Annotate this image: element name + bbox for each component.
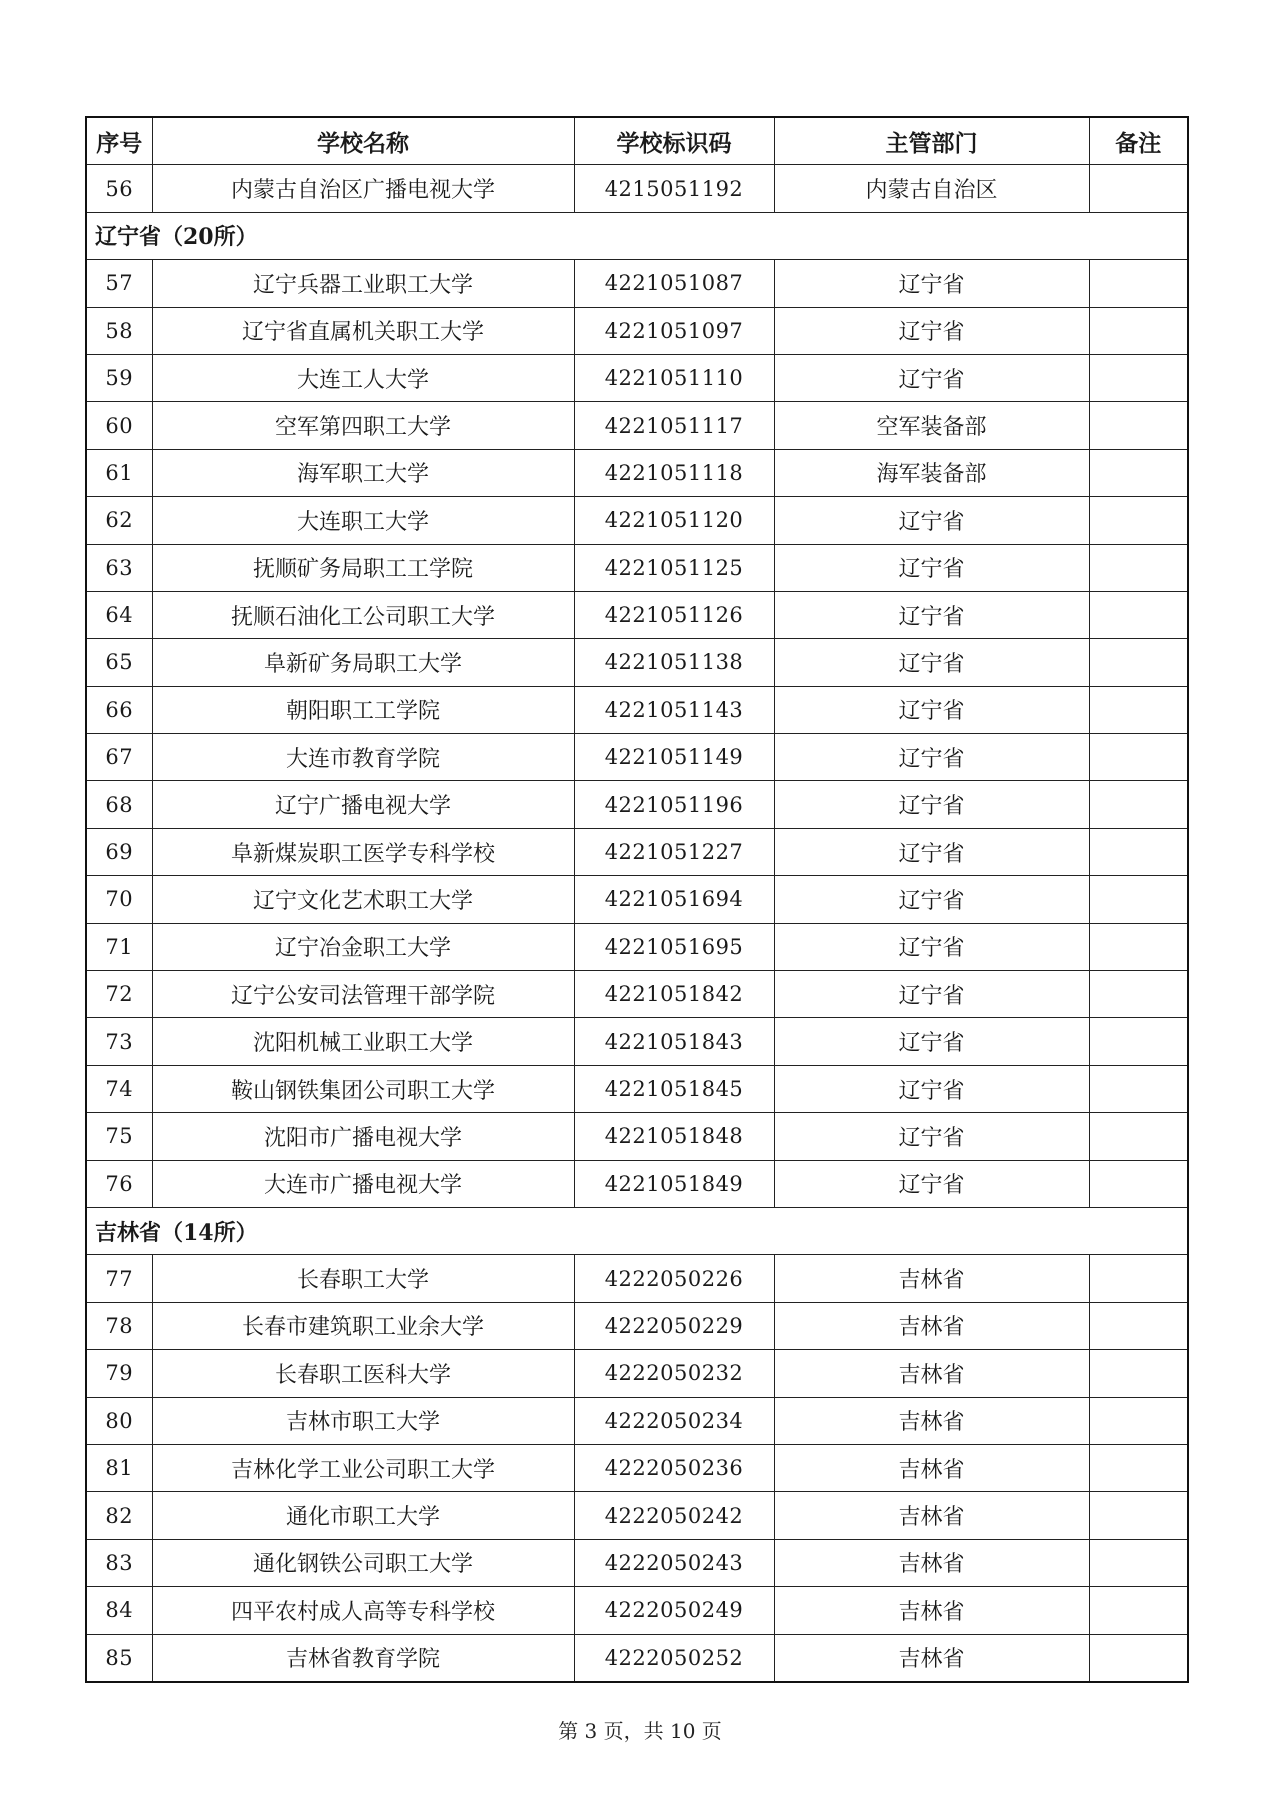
cell-school-name: 辽宁冶金职工大学 xyxy=(152,923,574,970)
cell-seq: 58 xyxy=(86,307,152,354)
cell-school-name: 吉林省教育学院 xyxy=(152,1634,574,1682)
cell-school-name: 辽宁广播电视大学 xyxy=(152,781,574,828)
cell-school-code: 4222050242 xyxy=(574,1492,774,1539)
cell-school-name: 辽宁省直属机关职工大学 xyxy=(152,307,574,354)
cell-department: 辽宁省 xyxy=(774,876,1089,923)
header-seq: 序号 xyxy=(86,117,152,165)
cell-school-name: 内蒙古自治区广播电视大学 xyxy=(152,165,574,212)
cell-school-code: 4221051117 xyxy=(574,402,774,449)
cell-school-code: 4221051097 xyxy=(574,307,774,354)
cell-remark xyxy=(1089,923,1188,970)
cell-school-name: 大连工人大学 xyxy=(152,354,574,401)
cell-school-code: 4222050236 xyxy=(574,1444,774,1491)
table-row xyxy=(86,1113,1188,1160)
cell-school-code: 4221051087 xyxy=(574,260,774,307)
cell-seq: 77 xyxy=(86,1255,152,1302)
cell-school-code: 4215051192 xyxy=(574,165,774,212)
table-row xyxy=(86,544,1188,591)
cell-department: 辽宁省 xyxy=(774,781,1089,828)
cell-school-name: 空军第四职工大学 xyxy=(152,402,574,449)
cell-school-code: 4222050234 xyxy=(574,1397,774,1444)
cell-school-code: 4221051843 xyxy=(574,1018,774,1065)
header-department: 主管部门 xyxy=(774,117,1089,165)
cell-remark xyxy=(1089,497,1188,544)
cell-school-name: 阜新矿务局职工大学 xyxy=(152,639,574,686)
cell-remark xyxy=(1089,1634,1188,1682)
cell-remark xyxy=(1089,449,1188,496)
header-school-name: 学校名称 xyxy=(152,117,574,165)
cell-seq: 73 xyxy=(86,1018,152,1065)
cell-school-name: 长春职工大学 xyxy=(152,1255,574,1302)
table-row xyxy=(86,260,1188,307)
cell-school-code: 4221051125 xyxy=(574,544,774,591)
table-row xyxy=(86,734,1188,781)
cell-remark xyxy=(1089,828,1188,875)
cell-school-code: 4222050232 xyxy=(574,1350,774,1397)
cell-department: 辽宁省 xyxy=(774,923,1089,970)
cell-department: 吉林省 xyxy=(774,1444,1089,1491)
cell-school-name: 阜新煤炭职工医学专科学校 xyxy=(152,828,574,875)
cell-school-name: 沈阳机械工业职工大学 xyxy=(152,1018,574,1065)
cell-department: 辽宁省 xyxy=(774,971,1089,1018)
cell-seq: 81 xyxy=(86,1444,152,1491)
cell-department: 辽宁省 xyxy=(774,1113,1089,1160)
cell-remark xyxy=(1089,165,1188,212)
cell-seq: 80 xyxy=(86,1397,152,1444)
cell-department: 辽宁省 xyxy=(774,1018,1089,1065)
cell-department: 吉林省 xyxy=(774,1492,1089,1539)
table-row xyxy=(86,165,1188,212)
cell-school-code: 4221051118 xyxy=(574,449,774,496)
cell-school-name: 辽宁公安司法管理干部学院 xyxy=(152,971,574,1018)
cell-school-name: 辽宁兵器工业职工大学 xyxy=(152,260,574,307)
cell-remark xyxy=(1089,686,1188,733)
cell-school-name: 抚顺矿务局职工工学院 xyxy=(152,544,574,591)
cell-seq: 83 xyxy=(86,1539,152,1586)
cell-school-code: 4221051848 xyxy=(574,1113,774,1160)
cell-school-name: 辽宁文化艺术职工大学 xyxy=(152,876,574,923)
table-row xyxy=(86,1018,1188,1065)
header-remark: 备注 xyxy=(1089,117,1188,165)
section-title: 辽宁省（20所） xyxy=(86,212,1188,259)
cell-department: 辽宁省 xyxy=(774,639,1089,686)
cell-remark xyxy=(1089,1539,1188,1586)
cell-school-name: 长春市建筑职工业余大学 xyxy=(152,1302,574,1349)
cell-school-code: 4221051694 xyxy=(574,876,774,923)
cell-department: 吉林省 xyxy=(774,1350,1089,1397)
cell-seq: 63 xyxy=(86,544,152,591)
cell-school-code: 4221051126 xyxy=(574,591,774,638)
cell-school-code: 4221051196 xyxy=(574,781,774,828)
table-row xyxy=(86,307,1188,354)
cell-remark xyxy=(1089,1492,1188,1539)
table-row xyxy=(86,1587,1188,1634)
cell-department: 辽宁省 xyxy=(774,260,1089,307)
table-row xyxy=(86,686,1188,733)
cell-school-name: 抚顺石油化工公司职工大学 xyxy=(152,591,574,638)
cell-school-code: 4221051845 xyxy=(574,1065,774,1112)
cell-department: 辽宁省 xyxy=(774,497,1089,544)
table-row xyxy=(86,402,1188,449)
table-row xyxy=(86,1065,1188,1112)
cell-remark xyxy=(1089,260,1188,307)
cell-department: 辽宁省 xyxy=(774,828,1089,875)
section-title: 吉林省（14所） xyxy=(86,1207,1188,1254)
cell-school-name: 长春职工医科大学 xyxy=(152,1350,574,1397)
cell-school-name: 大连市广播电视大学 xyxy=(152,1160,574,1207)
table-row xyxy=(86,781,1188,828)
cell-school-name: 大连职工大学 xyxy=(152,497,574,544)
cell-school-code: 4222050229 xyxy=(574,1302,774,1349)
table-row xyxy=(86,1492,1188,1539)
cell-department: 辽宁省 xyxy=(774,307,1089,354)
cell-department: 辽宁省 xyxy=(774,354,1089,401)
table-row xyxy=(86,1350,1188,1397)
cell-seq: 75 xyxy=(86,1113,152,1160)
cell-school-code: 4221051695 xyxy=(574,923,774,970)
cell-department: 吉林省 xyxy=(774,1302,1089,1349)
cell-school-name: 海军职工大学 xyxy=(152,449,574,496)
section-row xyxy=(86,1207,1188,1254)
cell-remark xyxy=(1089,591,1188,638)
cell-department: 吉林省 xyxy=(774,1255,1089,1302)
cell-remark xyxy=(1089,1302,1188,1349)
cell-school-name: 吉林市职工大学 xyxy=(152,1397,574,1444)
cell-remark xyxy=(1089,354,1188,401)
cell-seq: 78 xyxy=(86,1302,152,1349)
table-row xyxy=(86,1634,1188,1682)
table-row xyxy=(86,639,1188,686)
cell-school-name: 大连市教育学院 xyxy=(152,734,574,781)
cell-school-code: 4222050226 xyxy=(574,1255,774,1302)
cell-department: 空军装备部 xyxy=(774,402,1089,449)
cell-department: 吉林省 xyxy=(774,1539,1089,1586)
cell-school-name: 吉林化学工业公司职工大学 xyxy=(152,1444,574,1491)
cell-seq: 60 xyxy=(86,402,152,449)
cell-department: 内蒙古自治区 xyxy=(774,165,1089,212)
cell-school-code: 4221051227 xyxy=(574,828,774,875)
table-row xyxy=(86,449,1188,496)
cell-remark xyxy=(1089,1350,1188,1397)
table-row xyxy=(86,1255,1188,1302)
cell-seq: 68 xyxy=(86,781,152,828)
cell-seq: 79 xyxy=(86,1350,152,1397)
cell-remark xyxy=(1089,1160,1188,1207)
cell-seq: 59 xyxy=(86,354,152,401)
cell-school-name: 四平农村成人高等专科学校 xyxy=(152,1587,574,1634)
cell-school-code: 4221051138 xyxy=(574,639,774,686)
cell-remark xyxy=(1089,1587,1188,1634)
cell-seq: 82 xyxy=(86,1492,152,1539)
cell-remark xyxy=(1089,1397,1188,1444)
table-row xyxy=(86,354,1188,401)
cell-seq: 69 xyxy=(86,828,152,875)
cell-department: 辽宁省 xyxy=(774,1065,1089,1112)
cell-remark xyxy=(1089,971,1188,1018)
cell-school-code: 4221051842 xyxy=(574,971,774,1018)
cell-remark xyxy=(1089,639,1188,686)
cell-department: 吉林省 xyxy=(774,1397,1089,1444)
cell-department: 辽宁省 xyxy=(774,1160,1089,1207)
table-row xyxy=(86,591,1188,638)
table-row xyxy=(86,1444,1188,1491)
cell-remark xyxy=(1089,1444,1188,1491)
cell-school-name: 朝阳职工工学院 xyxy=(152,686,574,733)
table-row xyxy=(86,828,1188,875)
cell-school-name: 沈阳市广播电视大学 xyxy=(152,1113,574,1160)
cell-remark xyxy=(1089,307,1188,354)
cell-school-code: 4221051149 xyxy=(574,734,774,781)
table-row xyxy=(86,876,1188,923)
cell-remark xyxy=(1089,402,1188,449)
table-header-row xyxy=(86,117,1188,165)
cell-seq: 66 xyxy=(86,686,152,733)
table-row xyxy=(86,1160,1188,1207)
cell-department: 辽宁省 xyxy=(774,734,1089,781)
page-footer: 第 3 页，共 10 页 xyxy=(558,1719,722,1743)
cell-remark xyxy=(1089,1018,1188,1065)
cell-department: 吉林省 xyxy=(774,1587,1089,1634)
table-row xyxy=(86,497,1188,544)
table-row xyxy=(86,1397,1188,1444)
section-row xyxy=(86,212,1188,259)
cell-school-code: 4222050252 xyxy=(574,1634,774,1682)
cell-seq: 67 xyxy=(86,734,152,781)
cell-school-name: 通化市职工大学 xyxy=(152,1492,574,1539)
table-row xyxy=(86,1539,1188,1586)
cell-school-name: 鞍山钢铁集团公司职工大学 xyxy=(152,1065,574,1112)
cell-school-code: 4221051143 xyxy=(574,686,774,733)
cell-remark xyxy=(1089,876,1188,923)
cell-school-code: 4222050243 xyxy=(574,1539,774,1586)
cell-seq: 57 xyxy=(86,260,152,307)
cell-seq: 64 xyxy=(86,591,152,638)
cell-school-code: 4221051849 xyxy=(574,1160,774,1207)
cell-department: 海军装备部 xyxy=(774,449,1089,496)
cell-remark xyxy=(1089,1255,1188,1302)
school-list-table xyxy=(85,116,1189,1683)
cell-department: 辽宁省 xyxy=(774,544,1089,591)
cell-seq: 62 xyxy=(86,497,152,544)
table-row xyxy=(86,1302,1188,1349)
cell-seq: 84 xyxy=(86,1587,152,1634)
cell-seq: 56 xyxy=(86,165,152,212)
cell-seq: 71 xyxy=(86,923,152,970)
cell-seq: 85 xyxy=(86,1634,152,1682)
cell-department: 辽宁省 xyxy=(774,686,1089,733)
cell-seq: 74 xyxy=(86,1065,152,1112)
table-body xyxy=(86,165,1188,1682)
cell-school-code: 4221051120 xyxy=(574,497,774,544)
cell-seq: 72 xyxy=(86,971,152,1018)
cell-school-code: 4221051110 xyxy=(574,354,774,401)
cell-remark xyxy=(1089,1113,1188,1160)
cell-remark xyxy=(1089,781,1188,828)
cell-remark xyxy=(1089,734,1188,781)
cell-department: 吉林省 xyxy=(774,1634,1089,1682)
cell-seq: 70 xyxy=(86,876,152,923)
cell-remark xyxy=(1089,1065,1188,1112)
header-school-code: 学校标识码 xyxy=(574,117,774,165)
cell-seq: 61 xyxy=(86,449,152,496)
cell-department: 辽宁省 xyxy=(774,591,1089,638)
table-row xyxy=(86,971,1188,1018)
cell-school-name: 通化钢铁公司职工大学 xyxy=(152,1539,574,1586)
table-row xyxy=(86,923,1188,970)
cell-school-code: 4222050249 xyxy=(574,1587,774,1634)
cell-seq: 76 xyxy=(86,1160,152,1207)
cell-seq: 65 xyxy=(86,639,152,686)
cell-remark xyxy=(1089,544,1188,591)
